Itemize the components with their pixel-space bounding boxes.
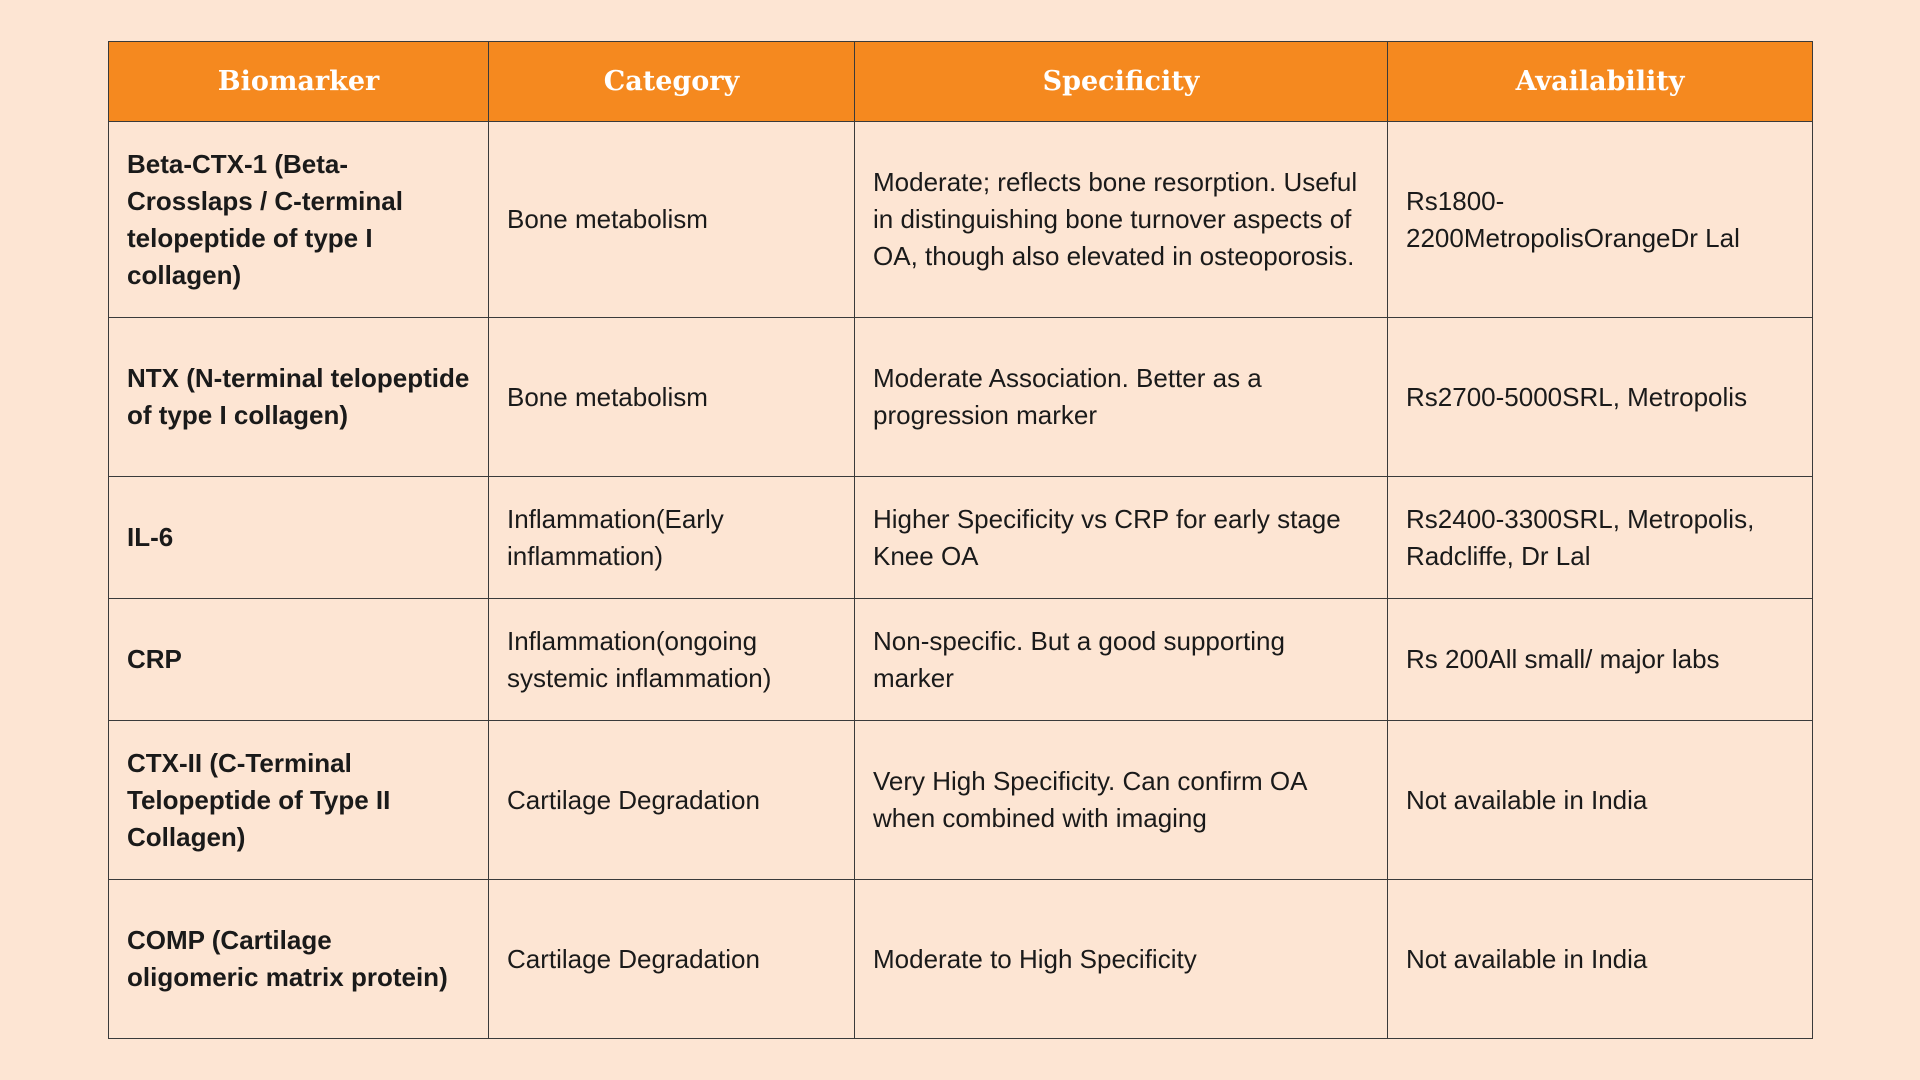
cell-specificity: Moderate Association. Better as a progression marker: [855, 318, 1388, 477]
table-row: [109, 721, 1813, 880]
cell-biomarker: CRP: [109, 599, 489, 721]
cell-category: Bone metabolism: [489, 318, 855, 477]
biomarker-table-container: [108, 41, 1812, 1039]
cell-specificity: Very High Specificity. Can confirm OA when combined with imaging: [855, 721, 1388, 880]
cell-biomarker: COMP (Cartilage oligomeric matrix protein): [109, 880, 489, 1039]
cell-biomarker: CTX-II (C-Terminal Telopeptide of Type II Collagen): [109, 721, 489, 880]
cell-availability: Rs2400-3300SRL, Metropolis, Radcliffe, Dr Lal: [1388, 477, 1813, 599]
table-row: [109, 880, 1813, 1039]
cell-availability: Rs1800-2200MetropolisOrangeDr Lal: [1388, 122, 1813, 318]
table-row: [109, 477, 1813, 599]
table-row: [109, 599, 1813, 721]
header-biomarker: Biomarker: [109, 42, 489, 122]
cell-availability: Not available in India: [1388, 880, 1813, 1039]
table-row: [109, 318, 1813, 477]
cell-biomarker: IL-6: [109, 477, 489, 599]
biomarker-table: [108, 41, 1813, 1039]
cell-biomarker: NTX (N-terminal telopeptide of type I collagen): [109, 318, 489, 477]
header-specificity: Specificity: [855, 42, 1388, 122]
cell-category: Cartilage Degradation: [489, 721, 855, 880]
cell-category: Cartilage Degradation: [489, 880, 855, 1039]
cell-specificity: Moderate; reflects bone resorption. Useful in distinguishing bone turnover aspects of OA, though also elevated in osteoporosis.: [855, 122, 1388, 318]
cell-specificity: Higher Specificity vs CRP for early stage Knee OA: [855, 477, 1388, 599]
cell-specificity: Non-specific. But a good supporting marker: [855, 599, 1388, 721]
cell-availability: Rs2700-5000SRL, Metropolis: [1388, 318, 1813, 477]
cell-availability: Not available in India: [1388, 721, 1813, 880]
cell-category: Bone metabolism: [489, 122, 855, 318]
cell-category: Inflammation(ongoing systemic inflammation): [489, 599, 855, 721]
cell-availability: Rs 200All small/ major labs: [1388, 599, 1813, 721]
cell-category: Inflammation(Early inflammation): [489, 477, 855, 599]
cell-specificity: Moderate to High Specificity: [855, 880, 1388, 1039]
cell-biomarker: Beta-CTX-1 (Beta-Crosslaps / C-terminal telopeptide of type I collagen): [109, 122, 489, 318]
header-category: Category: [489, 42, 855, 122]
header-availability: Availability: [1388, 42, 1813, 122]
header-row: [109, 42, 1813, 122]
table-row: [109, 122, 1813, 318]
